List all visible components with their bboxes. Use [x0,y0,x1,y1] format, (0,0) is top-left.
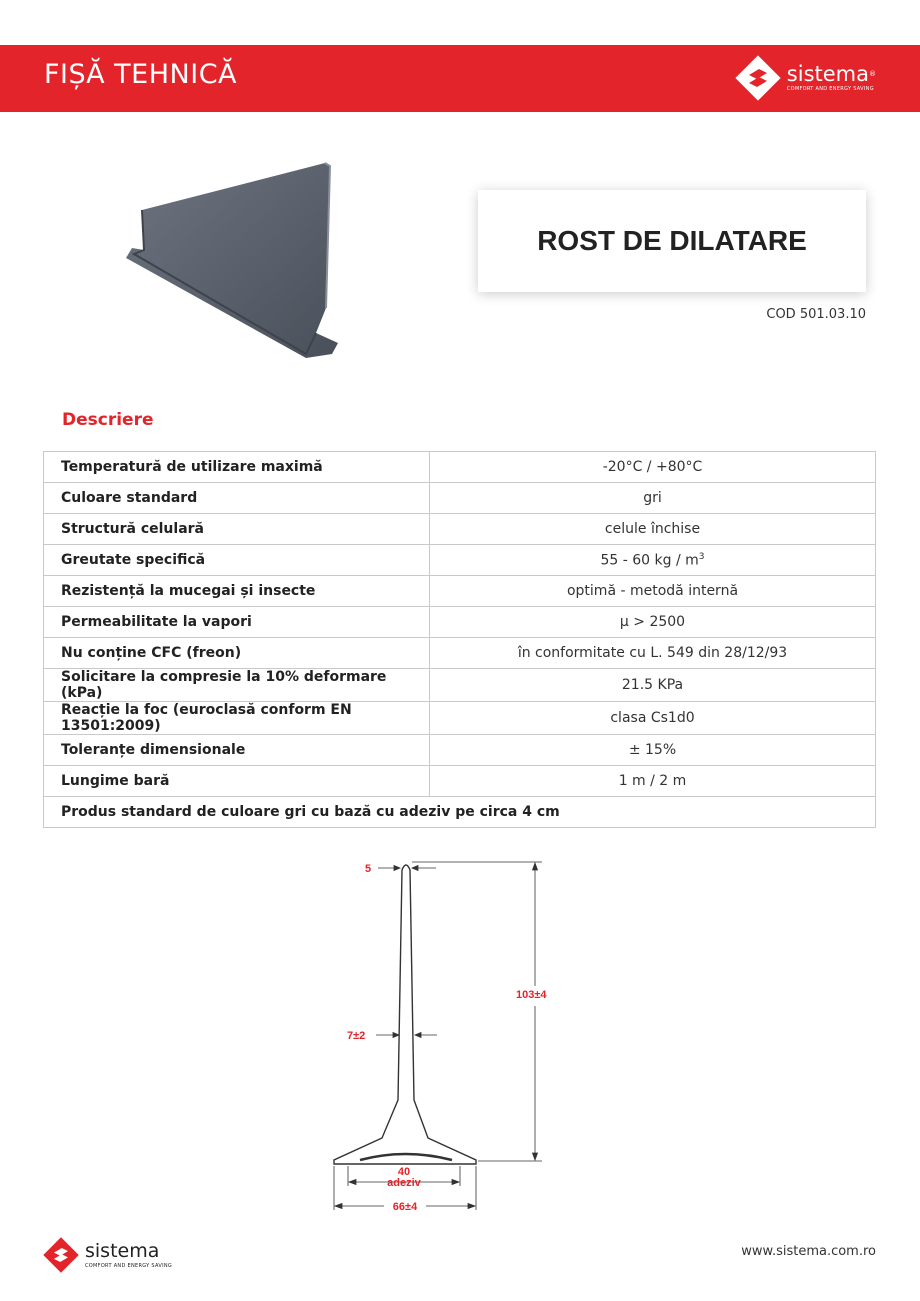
footer-brand-tagline: COMFORT AND ENERGY SAVING [85,1263,173,1269]
description-heading: Descriere [62,410,154,430]
spec-value-superscript: 3 [698,551,705,562]
spec-label: Structură celulară [44,514,430,545]
spec-value [430,766,876,797]
spec-note: Produs standard de culoare gri cu bază cu adeziv pe circa 4 cm [44,797,876,828]
spec-label: Rezistență la mucegai și insecte [44,576,430,607]
spec-value [430,735,876,766]
header-bar [0,45,920,112]
spec-value [430,545,876,576]
spec-value-text: celule închise [604,521,701,537]
spec-row [44,702,876,735]
spec-row [44,607,876,638]
spec-label: Toleranțe dimensionale [44,735,430,766]
product-title-card [478,190,866,292]
website-link[interactable]: www.sistema.com.ro [741,1244,876,1259]
dim-height: 103±4 [516,989,547,1001]
spec-row [44,576,876,607]
spec-label: Reacție la foc (euroclasă conform EN 13501:2009) [44,702,430,735]
footer-brand-name: sistema [85,1240,160,1262]
product-code: COD 501.03.10 [766,307,866,322]
dim-adhesive-width: 40 [397,1166,411,1178]
spec-row [44,735,876,766]
sistema-logo-icon [735,55,781,101]
spec-value [430,669,876,702]
product-name: ROST DE DILATARE [537,225,807,256]
spec-value-text: -20°C / +80°C [602,459,703,475]
spec-label: Greutate specifică [44,545,430,576]
spec-value-text: în conformitate cu L. 549 din 28/12/93 [517,645,788,661]
spec-row [44,766,876,797]
spec-label: Lungime bară [44,766,430,797]
spec-value [430,452,876,483]
brand-logo[interactable] [735,55,876,101]
spec-value-text: gri [643,490,662,506]
spec-row [44,483,876,514]
dim-stem-width: 7±2 [347,1030,366,1042]
spec-label: Culoare standard [44,483,430,514]
profile-outline [334,865,476,1164]
product-photo [120,158,360,368]
spec-row [44,452,876,483]
spec-value [430,607,876,638]
spec-note-row [44,797,876,828]
sistema-logo-icon [43,1237,79,1273]
dim-adhesive-label: adeziv [387,1177,421,1189]
spec-value [430,702,876,735]
spec-value-text: clasa Cs1d0 [610,710,695,726]
spec-value [430,514,876,545]
footer-brand-logo[interactable] [43,1237,172,1273]
spec-label: Solicitare la compresie la 10% deformare (kPa) [44,669,430,702]
spec-row [44,669,876,702]
spec-row [44,638,876,669]
dim-base-width: 66±4 [392,1201,418,1213]
spec-value [430,638,876,669]
document-title: FIȘĂ TEHNICĂ [44,59,238,90]
spec-value-text: 55 - 60 kg / m [600,552,699,569]
spec-value-text: 1 m / 2 m [618,773,687,789]
spec-value-text: ± 15% [628,742,677,758]
spec-value-text: μ > 2500 [619,614,686,630]
registered-mark: ® [869,70,876,78]
spec-value-text: 21.5 KPa [621,677,684,693]
spec-label: Permeabilitate la vapori [44,607,430,638]
specs-table [43,451,876,828]
spec-label: Temperatură de utilizare maximă [44,452,430,483]
spec-value [430,576,876,607]
dim-top-width: 5 [365,863,372,875]
profile-dimension-diagram [320,848,580,1218]
spec-row [44,545,876,576]
brand-tagline: COMFORT AND ENERGY SAVING [786,86,874,92]
spec-row [44,514,876,545]
adhesive-strip [360,1154,452,1160]
spec-value-text: optimă - metodă internă [566,583,739,599]
spec-label: Nu conține CFC (freon) [44,638,430,669]
spec-value [430,483,876,514]
brand-name: sistema [786,62,869,86]
